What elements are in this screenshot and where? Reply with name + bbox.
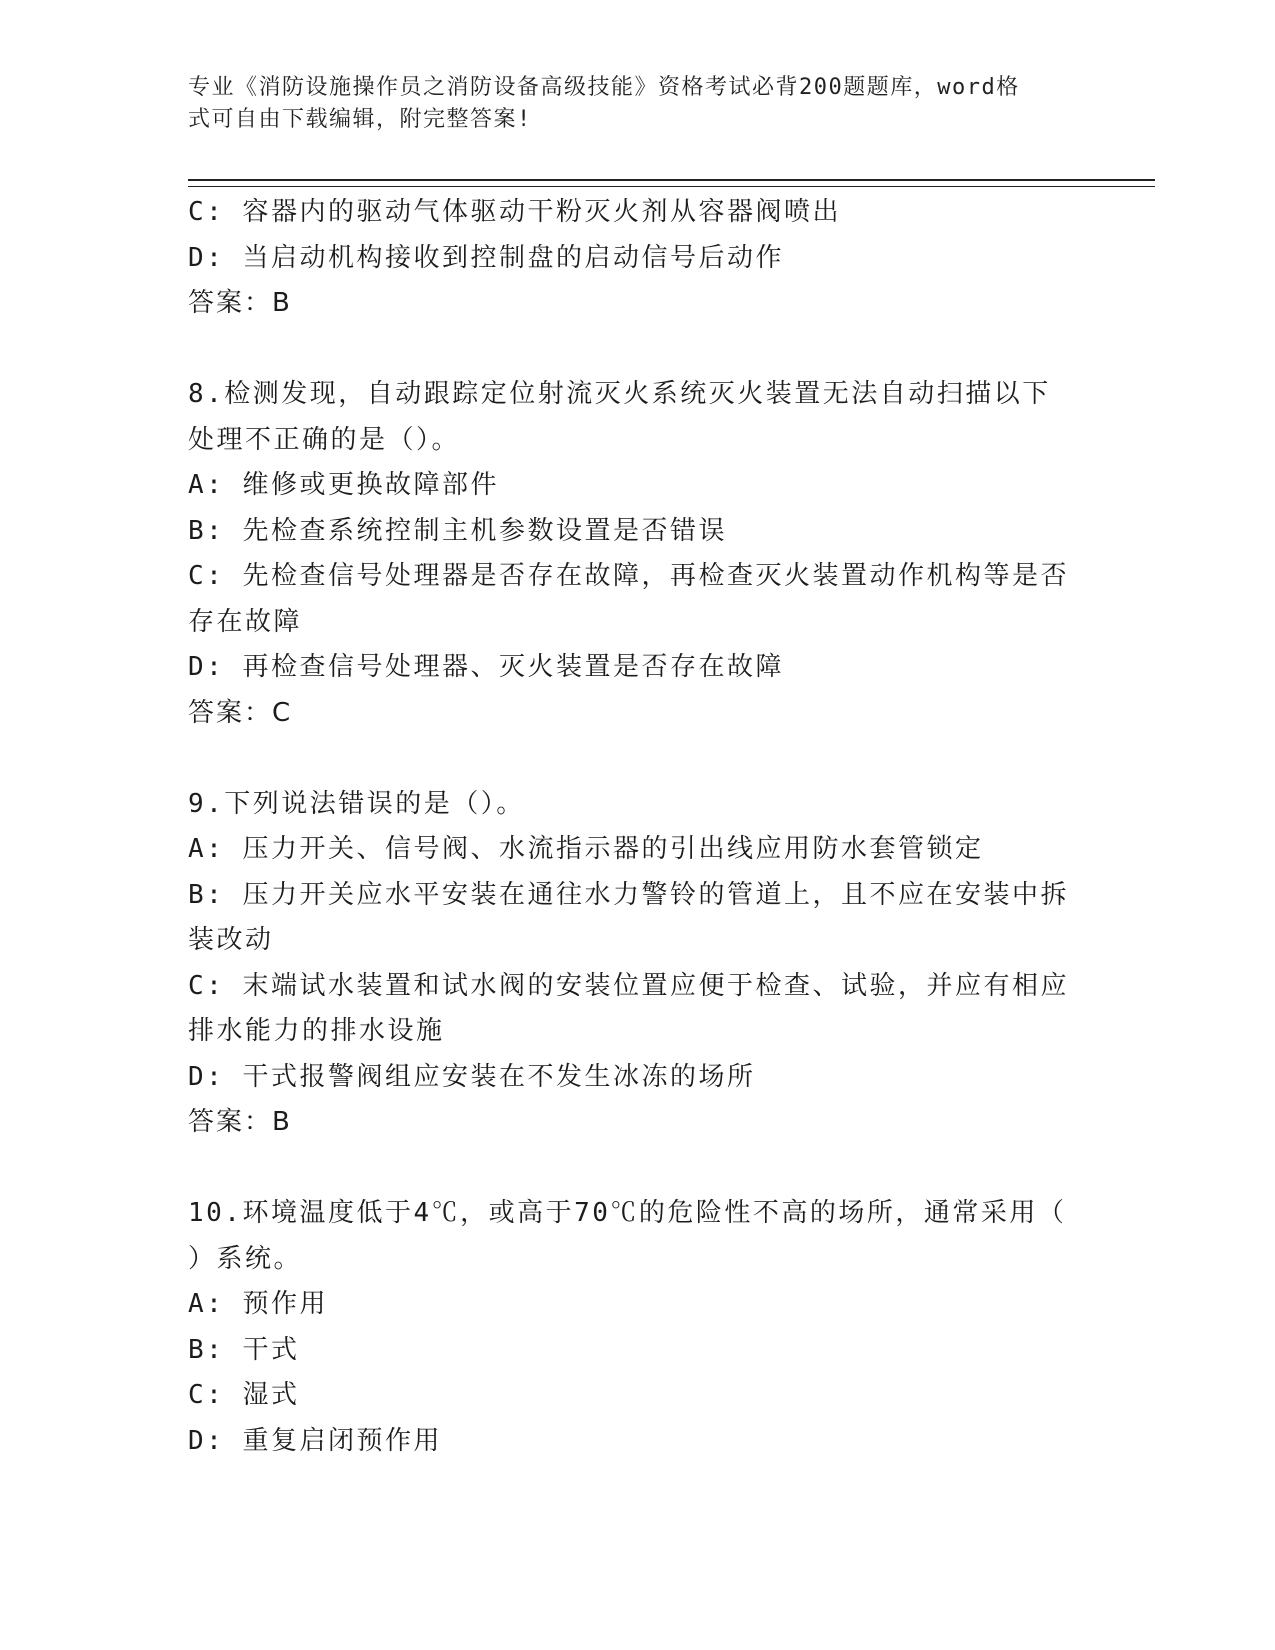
q10-option-d: D: 重复启闭预作用: [188, 1425, 442, 1456]
q8-stem-line-1: 8.检测发现，自动跟踪定位射流灭火系统灭火装置无法自动扫描以下: [188, 379, 1051, 409]
q9-option-b-line-2: 装改动: [188, 925, 274, 955]
question-9: [188, 782, 1068, 1146]
q9-option-c-line-1: C: 末端试水装置和试水阀的安装位置应便于检查、试验，并应有相应: [188, 970, 1069, 1001]
q7-option-d: D: 当启动机构接收到控制盘的启动信号后动作: [188, 242, 784, 273]
question-8: [188, 372, 1068, 736]
q8-option-b: B: 先检查系统控制主机参数设置是否错误: [188, 515, 727, 546]
spacer: [188, 1146, 1068, 1192]
q9-option-b-line-1: B: 压力开关应水平安装在通往水力警铃的管道上，且不应在安装中拆: [188, 879, 1069, 910]
q9-answer: 答案：B: [188, 1107, 292, 1137]
question-10: [188, 1191, 1068, 1464]
spacer: [188, 736, 1068, 782]
header-line-1: 专业《消防设施操作员之消防设备高级技能》资格考试必背200题题库，word格: [188, 75, 1020, 100]
header-line-2: 式可自由下载编辑，附完整答案!: [188, 107, 532, 132]
q7-option-c: C: 容器内的驱动气体驱动干粉灭火剂从容器阀喷出: [188, 197, 841, 227]
spacer: [188, 327, 1068, 373]
q10-option-c: C: 湿式: [188, 1380, 300, 1410]
question-7-tail: [188, 190, 1068, 327]
q8-option-c-line-1: C: 先检查信号处理器是否存在故障，再检查灭火装置动作机构等是否: [188, 561, 1069, 591]
q10-option-b: B: 干式: [188, 1334, 300, 1365]
q8-answer: 答案：C: [188, 697, 293, 728]
q10-stem-line-2: ）系统。: [188, 1243, 303, 1274]
q9-option-d: D: 干式报警阀组应安装在不发生冰冻的场所: [188, 1061, 756, 1092]
question-content: [188, 190, 1068, 1464]
q8-stem-line-2: 处理不正确的是（）。: [188, 424, 461, 455]
q9-option-c-line-2: 排水能力的排水设施: [188, 1016, 445, 1046]
q10-stem-line-1: 10.环境温度低于4℃，或高于70℃的危险性不高的场所，通常采用（: [188, 1198, 1067, 1228]
q9-stem: 9.下列说法错误的是（）。: [188, 788, 525, 819]
q8-option-c-line-2: 存在故障: [188, 606, 303, 637]
q7-answer: 答案：B: [188, 288, 292, 318]
q10-option-a: A: 预作用: [188, 1289, 328, 1319]
q8-option-a: A: 维修或更换故障部件: [188, 470, 499, 500]
q8-option-d: D: 再检查信号处理器、灭火装置是否存在故障: [188, 652, 784, 682]
header-divider: [188, 179, 1155, 187]
q9-option-a: A: 压力开关、信号阀、水流指示器的引出线应用防水套管锁定: [188, 834, 984, 864]
document-header: [188, 72, 1068, 136]
